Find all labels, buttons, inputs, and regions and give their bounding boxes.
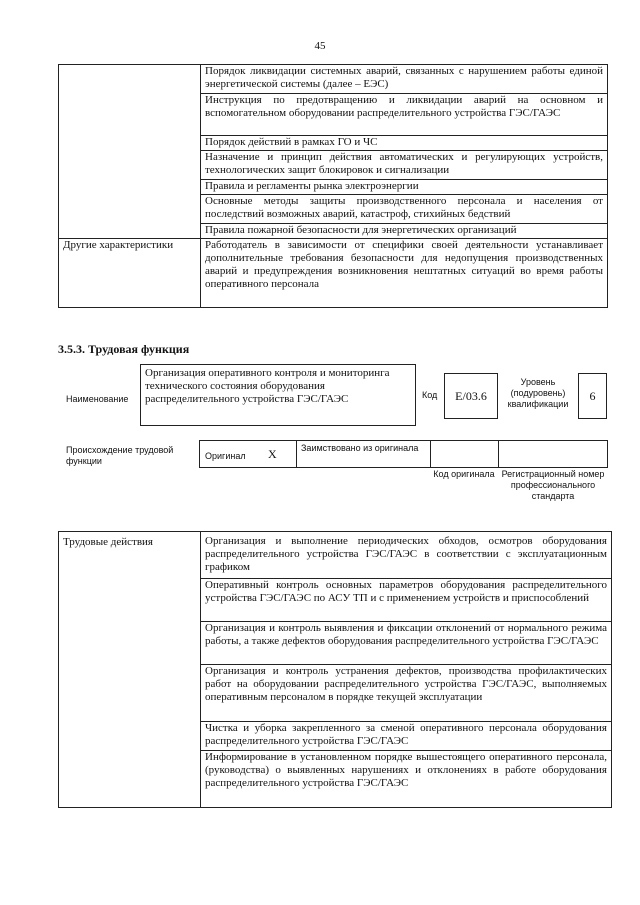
reg-number-caption: Регистрационный номер профессионального стандарта [501,469,605,501]
page-number: 45 [314,40,326,52]
table-cell: Правила и регламенты рынка электроэнергии [201,180,608,195]
borrowed-label: Заимствовано из оригинала [301,443,419,453]
table-row [59,239,608,308]
knowledge-table [58,64,608,308]
level-box [578,373,607,419]
level-label: Уровень (подуровень) квалификации [507,377,569,409]
table-cell: Правила пожарной безопасности для энергетических организаций [201,224,608,239]
actions-table [58,531,612,808]
code-label: Код [422,390,438,400]
origin-box [199,440,608,468]
table-row [59,532,612,579]
table-cell: Чистка и уборка закрепленного за сменой оперативного персонала оборудования распределительного устройства ГЭС/ГАЭС [201,722,612,751]
table-cell: Инструкция по предотвращению и ликвидации аварий на основном и вспомогательном оборудовании распределительного устройства ГЭС/ГАЭС [201,94,608,136]
table-cell: Порядок действий в рамках ГО и ЧС [201,136,608,151]
table-cell: Работодатель в зависимости от специфики своей деятельности устанавливает дополнительные требования безопасности для недопущения производственных аварий и предупреждения возникновения нештатных ситуаций во время работы оперативного персонала [201,239,608,308]
actions-label: Трудовые действия [59,532,201,808]
table-cell: Основные методы защиты производственного персонала и населения от последствий возможных аварий, катастроф, стихийных бедствий [201,195,608,224]
other-characteristics-label: Другие характеристики [59,239,201,308]
table-cell: Информирование в установленном порядке вышестоящего оперативного персонала, (руководства) о выявленных нарушениях и отклонениях в работе оборудования распределительного устройства ГЭС/ГАЭС [201,751,612,808]
section-title: 3.5.3. Трудовая функция [58,342,190,356]
function-name: Организация оперативного контроля и мониторинга технического состояния оборудования распределительного устройства ГЭС/ГАЭС [145,367,390,405]
divider [430,441,431,467]
code-original-caption: Код оригинала [433,469,495,479]
table-cell: Организация и контроль выявления и фиксации отклонений от нормального режима работы, а также дефектов оборудования распределительного устройства ГЭС/ГАЭС [201,622,612,665]
table-cell: Порядок ликвидации системных аварий, связанных с нарушением работы единой энергетической системы (далее – ЕЭС) [201,65,608,94]
table-cell: Оперативный контроль основных параметров оборудования распределительного устройства ГЭС/ГАЭС по АСУ ТП и с применением устройств и приспособлений [201,579,612,622]
table-cell: Назначение и принцип действия автоматических и регулирующих устройств, технологических защит блокировок и сигнализации [201,151,608,180]
divider [498,441,499,467]
original-mark: X [268,447,277,461]
code-box [444,373,498,419]
table-row [59,65,608,94]
origin-label: Происхождение трудовой функции [66,445,174,466]
table-cell: Организация и выполнение периодических обходов, осмотров оборудования распределительного устройства ГЭС/ГАЭС в соответствии с эксплуатационным графиком [201,532,612,579]
table-cell: Организация и контроль устранения дефектов, производства профилактических работ на оборудовании распределительного устройства ГЭС/ГАЭС, выполняемых оперативным персоналом в порядке текущей эксплуатации [201,665,612,722]
divider [296,441,297,467]
level-value: 6 [589,389,596,403]
code-value: E/03.6 [455,389,487,403]
original-label: Оригинал [205,451,246,461]
table-cell-empty [59,65,201,239]
function-name-box [140,364,416,426]
name-label: Наименование [66,394,129,404]
